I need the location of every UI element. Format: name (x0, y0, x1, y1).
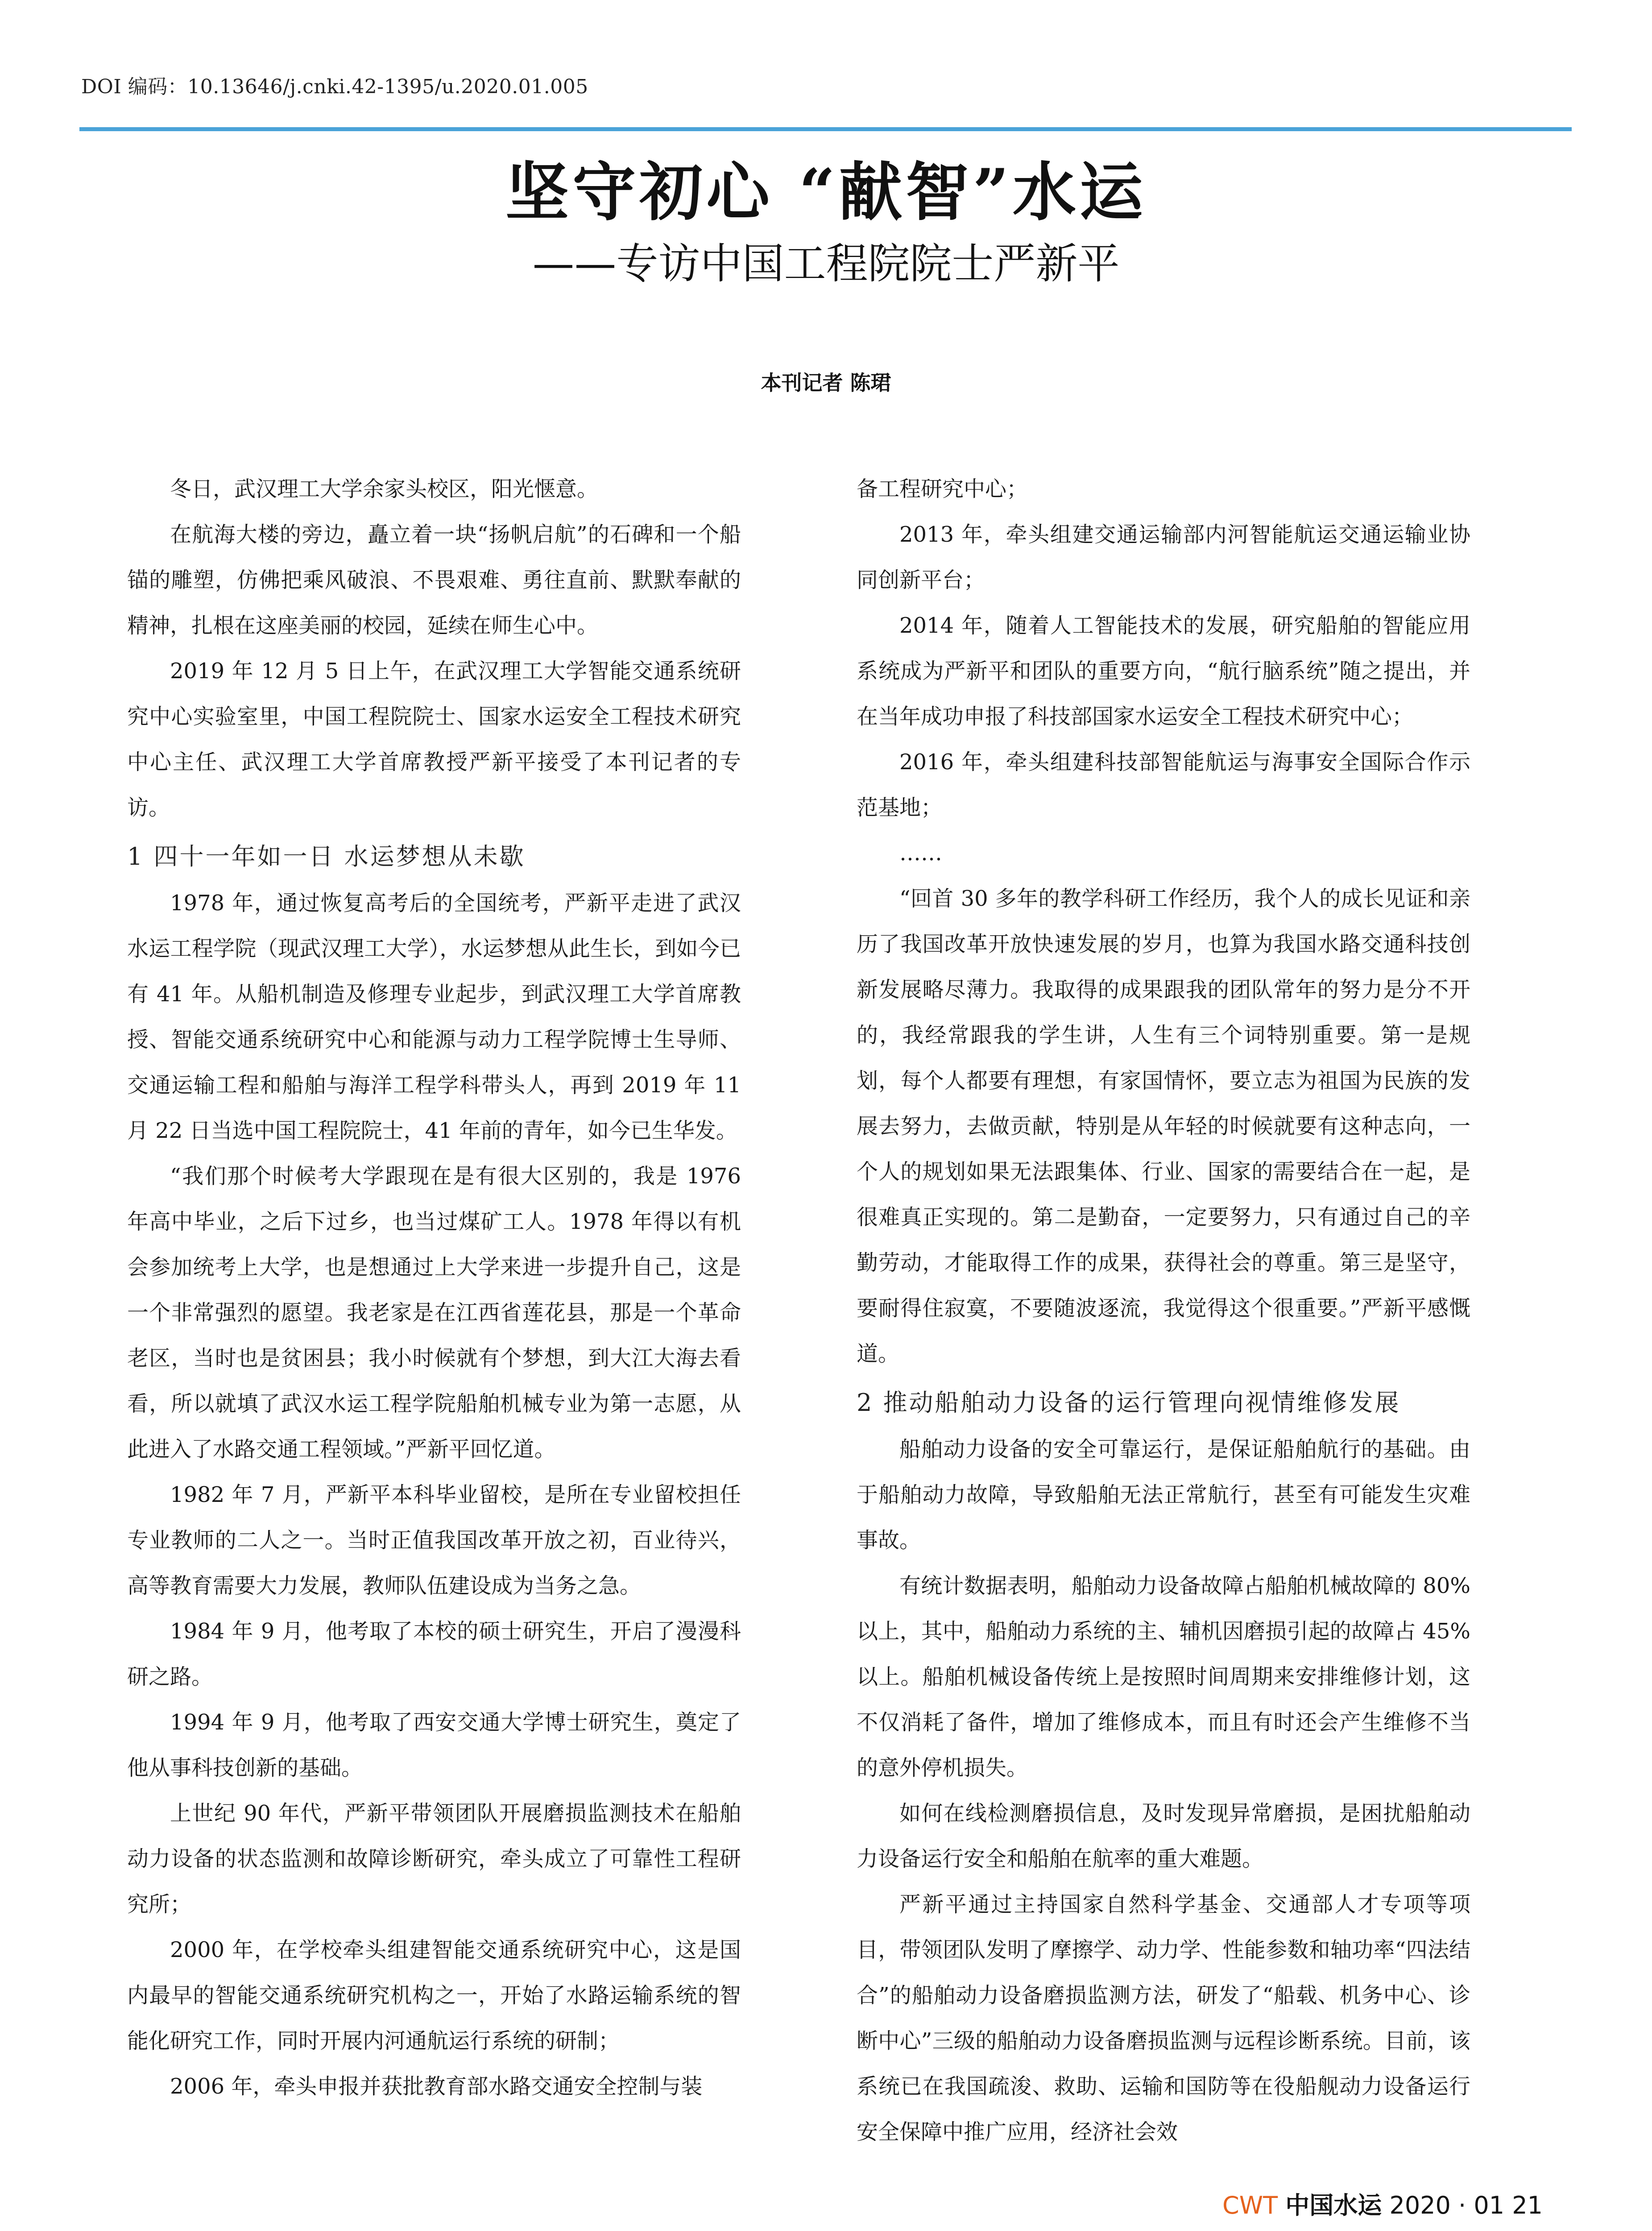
article-author: 本刊记者 陈珺 (761, 371, 891, 395)
paragraph: 船舶动力设备的安全可靠运行，是保证船舶航行的基础。由于船舶动力故障，导致船舶无法正常航行，甚至有可能发生灾难事故。 (857, 1437, 1470, 1553)
paragraph: “回首 30 多年的教学科研工作经历，我个人的成长见证和亲历了我国改革开放快速发展的岁月，也算为我国水路交通科技创新发展略尽薄力。我取得的成果跟我的团队常年的努力是分不开的，我经常跟我的学生讲，人生有三个词特别重要。第一是规划，每个人都要有理想，有家国情怀，要立志为祖国为民族的发展去努力，去做贡献，特别是从年轻的时候就要有这种志向，一个人的规划如果无法跟集体、行业、国家的需要结合在一起，是很难真正实现的。第二是勤奋，一定要努力，只有通过自己的辛勤劳动，才能取得工作的成果，获得社会的尊重。第三是坚守，要耐得住寂寞，不要随波逐流，我觉得这个很重要。”严新平感慨道。 (857, 886, 1470, 1366)
paragraph: 如何在线检测磨损信息，及时发现异常磨损，是困扰船舶动力设备运行安全和船舶在航率的重大难题。 (857, 1801, 1470, 1871)
left-column (127, 466, 741, 2109)
article-title: 坚守初心 “献智”水运 (505, 155, 1147, 229)
paragraph: 1982 年 7 月，严新平本科毕业留校，是所在专业留校担任专业教师的二人之一。当时正值我国改革开放之初，百业待兴，高等教育需要大力发展，教师队伍建设成为当务之急。 (127, 1482, 741, 1598)
paragraph: 2014 年，随着人工智能技术的发展，研究船舶的智能应用系统成为严新平和团队的重要方向，“航行脑系统”随之提出，并在当年成功申报了科技部国家水运安全工程技术研究中心； (857, 613, 1470, 729)
paragraph: 1978 年，通过恢复高考后的全国统考，严新平走进了武汉水运工程学院（现武汉理工大学），水运梦想从此生长，到如今已有 41 年。从船机制造及修理专业起步，到武汉理工大学首席教授、智能交通系统研究中心和能源与动力工程学院博士生导师、交通运输工程和船舶与海洋工程学科带头人，再到 2019 年 11 月 22 日当选中国工程院院士，41 年前的青年，如今已生华发。 (127, 891, 741, 1143)
paragraph: 2000 年，在学校牵头组建智能交通系统研究中心，这是国内最早的智能交通系统研究机构之一，开始了水路运输系统的智能化研究工作，同时开展内河通航运行系统的研制； (127, 1937, 741, 2053)
journal-name: 中国水运 (1285, 2191, 1382, 2219)
right-column (857, 466, 1470, 2155)
paragraph: 1984 年 9 月，他考取了本校的硕士研究生，开启了漫漫科研之路。 (127, 1619, 741, 1689)
paragraph: 1994 年 9 月，他考取了西安交通大学博士研究生，奠定了他从事科技创新的基础。 (127, 1710, 741, 1780)
paragraph: 冬日，武汉理工大学余家头校区，阳光惬意。 (170, 477, 599, 502)
paragraph: “我们那个时候考大学跟现在是有很大区别的，我是 1976 年高中毕业，之后下过乡，也当过煤矿工人。1978 年得以有机会参加统考上大学，也是想通过上大学来进一步提升自己，这是一个非常强烈的愿望。我老家是在江西省莲花县，那是一个革命老区，当时也是贫困县；我小时候就有个梦想，到大江大海去看看，所以就填了武汉水运工程学院船舶机械专业为第一志愿，从此进入了水路交通工程领域。”严新平回忆道。 (127, 1164, 741, 1462)
header-rule (79, 127, 1572, 131)
article-subtitle: ——专访中国工程院院士严新平 (532, 240, 1120, 288)
ellipsis: …… (899, 841, 942, 866)
section-heading-2: 2 推动船舶动力设备的运行管理向视情维修发展 (857, 1389, 1401, 1417)
paragraph: 备工程研究中心； (857, 477, 1028, 502)
paragraph: 有统计数据表明，船舶动力设备故障占船舶机械故障的 80% 以上，其中，船舶动力系统的主、辅机因磨损引起的故障占 45% 以上。船舶机械设备传统上是按照时间周期来安排维修计划，这不仅消耗了备件，增加了维修成本，而且有时还会产生维修不当的意外停机损失。 (857, 1573, 1470, 1780)
page-number: 21 (1512, 2191, 1543, 2219)
paragraph: 上世纪 90 年代，严新平带领团队开展磨损监测技术在船舶动力设备的状态监测和故障诊断研究，牵头成立了可靠性工程研究所； (127, 1801, 741, 1917)
paragraph: 严新平通过主持国家自然科学基金、交通部人才专项等项目，带领团队发明了摩擦学、动力学、性能参数和轴功率“四法结合”的船舶动力设备磨损监测方法，研发了“船载、机务中心、诊断中心”三级的船舶动力设备磨损监测与远程诊断系统。目前，该系统已在我国疏浚、救助、运输和国防等在役船舰动力设备运行安全保障中推广应用，经济社会效 (857, 1892, 1470, 2144)
paragraph: 在航海大楼的旁边，矗立着一块“扬帆启航”的石碑和一个船锚的雕塑，仿佛把乘风破浪、不畏艰难、勇往直前、默默奉献的精神，扎根在这座美丽的校园，延续在师生心中。 (127, 522, 741, 638)
journal-logo: CWT (1222, 2191, 1278, 2219)
paragraph: 2016 年，牵头组建科技部智能航运与海事安全国际合作示范基地； (857, 750, 1470, 820)
paragraph: 2013 年，牵头组建交通运输部内河智能航运交通运输业协同创新平台； (857, 522, 1470, 593)
paragraph: 2006 年，牵头申报并获批教育部水路交通安全控制与装 (170, 2074, 703, 2099)
section-heading-1: 1 四十一年如一日 水运梦想从未歇 (127, 842, 526, 871)
page-footer (1222, 2186, 1543, 2221)
doi-line: DOI 编码：10.13646/j.cnki.42-1395/u.2020.01.005 (81, 75, 588, 98)
paragraph: 2019 年 12 月 5 日上午，在武汉理工大学智能交通系统研究中心实验室里，中国工程院院士、国家水运安全工程技术研究中心主任、武汉理工大学首席教授严新平接受了本刊记者的专访。 (127, 659, 741, 820)
issue-number: 2020 · 01 (1389, 2191, 1505, 2219)
